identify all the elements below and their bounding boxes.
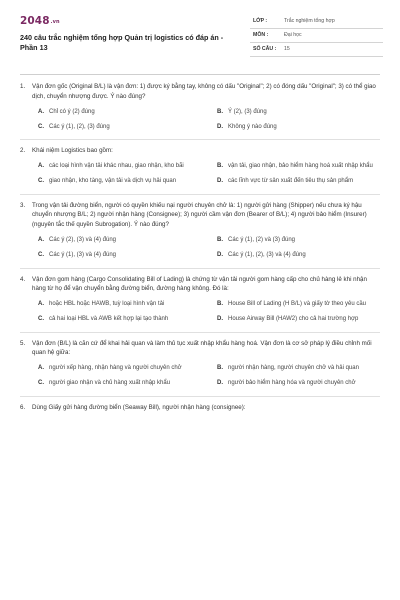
- meta-value: Đại học: [284, 32, 302, 38]
- answer-option[interactable]: [217, 363, 380, 375]
- question-text: Vận đơn gốc (Original B/L) là vận đơn: 1) được ký bằng tay, không có dấu "Original"; 2) có đóng dấu "Original"; 3) có thể giao dịch, chuyển nhượng được. Ý nào đúng?: [32, 83, 376, 100]
- option-label: B.: [217, 163, 223, 170]
- option-text: người xếp hàng, nhận hàng và người chuyên chở: [49, 365, 182, 372]
- option-text: Không ý nào đúng: [228, 123, 277, 130]
- option-text: người bảo hiểm hàng hóa và người chuyên chở: [228, 380, 356, 387]
- answer-options: [20, 363, 380, 390]
- question-number: 1.: [20, 83, 26, 90]
- question-number: 4.: [20, 275, 26, 283]
- meta-row: [250, 15, 383, 29]
- option-label: C.: [38, 251, 44, 258]
- option-text: các lĩnh vực từ sản xuất đến tiêu thụ sản phẩm: [228, 178, 354, 185]
- header-divider: [20, 74, 380, 75]
- option-label: B.: [217, 365, 223, 372]
- question-item: [20, 146, 380, 195]
- option-text: Các ý (1), (2), (3) đúng: [49, 123, 110, 130]
- question-line: [20, 82, 380, 101]
- logo-suffix: .vn: [50, 19, 60, 25]
- question-number: 5.: [20, 339, 26, 347]
- option-label: D.: [217, 380, 223, 387]
- question-item: [20, 403, 380, 419]
- document-title: 240 câu trắc nghiệm tổng hợp Quản trị logistics có đáp án - Phần 13: [20, 33, 224, 52]
- option-text: giao nhận, kho tàng, vận tải và dịch vụ hải quan: [49, 178, 177, 185]
- option-label: D.: [217, 123, 223, 130]
- option-label: A.: [38, 108, 44, 115]
- answer-options: [20, 106, 380, 133]
- meta-value: 15: [284, 46, 290, 52]
- meta-label: SỐ CÂU :: [253, 46, 277, 52]
- answer-option[interactable]: [38, 250, 201, 262]
- option-text: Ý (2), (3) đúng: [228, 108, 267, 115]
- option-label: C.: [38, 316, 44, 323]
- option-label: C.: [38, 123, 44, 130]
- option-label: A.: [38, 163, 44, 170]
- option-label: D.: [217, 251, 223, 258]
- option-label: D.: [217, 316, 223, 323]
- question-list: [20, 82, 380, 425]
- option-text: Các ý (1), (2) và (3) đúng: [228, 236, 296, 243]
- answer-option[interactable]: [217, 106, 380, 118]
- option-label: A.: [38, 365, 44, 372]
- option-text: người giao nhận và chủ hàng xuất nhập khẩu: [49, 380, 171, 387]
- answer-option[interactable]: [217, 161, 380, 173]
- meta-value: Trắc nghiệm tổng hợp: [284, 18, 335, 24]
- answer-option[interactable]: [38, 235, 201, 247]
- question-line: [20, 275, 380, 294]
- option-label: C.: [38, 380, 44, 387]
- question-text: Vận đơn gom hàng (Cargo Consolidating Bill of Lading) là chứng từ vận tải người gom hàng cấp cho chủ hàng lẻ khi nhận hàng từ họ để vận chuyển bằng đường biển, đường hàng không. Đó là:: [32, 275, 367, 293]
- option-text: cả hai loại HBL và AWB kết hợp lại tạo thành: [49, 316, 169, 323]
- answer-option[interactable]: [38, 314, 201, 326]
- question-line: [20, 403, 380, 413]
- question-item: [20, 82, 380, 140]
- question-number: 2.: [20, 147, 26, 155]
- answer-option[interactable]: [217, 378, 380, 390]
- option-text: Các ý (1), (3) và (4) đúng: [49, 251, 117, 258]
- answer-option[interactable]: [38, 176, 201, 188]
- answer-options: [20, 235, 380, 262]
- answer-option[interactable]: [217, 235, 380, 247]
- option-label: B.: [217, 108, 223, 115]
- option-label: B.: [217, 236, 223, 243]
- logo-text: 2048: [20, 15, 50, 27]
- question-item: [20, 339, 380, 397]
- meta-label: LỚP :: [253, 18, 268, 24]
- answer-option[interactable]: [38, 121, 201, 133]
- option-text: người nhận hàng, người chuyên chở và hải quan: [228, 365, 359, 372]
- question-line: [20, 146, 380, 156]
- option-label: A.: [38, 301, 44, 308]
- answer-option[interactable]: [217, 250, 380, 262]
- question-item: [20, 201, 380, 269]
- answer-option[interactable]: [217, 314, 380, 326]
- question-text: Trong vận tải đường biển, người có quyền khiếu nại người chuyên chở là: 1) người gửi hàng (Shipper) nếu chưa ký hậu chuyển nhượng B/L; 2) người nhận hàng (Consignee); 3) người cầm vận đơn (Bearer of B/L); 4) người bảo hiểm (Insurer) (nguyên tắc thế quyền Subrogation). Ý nào đúng?: [32, 201, 367, 228]
- option-label: C.: [38, 178, 44, 185]
- answer-option[interactable]: [217, 176, 380, 188]
- option-text: vận tải, giao nhận, bảo hiểm hàng hoá xuất nhập khẩu: [228, 163, 373, 170]
- option-text: House Bill of Lading (H B/L) và giấy tờ theo yêu cầu: [228, 301, 367, 308]
- question-number: 6.: [20, 403, 26, 411]
- option-label: B.: [217, 301, 223, 308]
- option-text: các loại hình vận tải khác nhau, giao nhận, kho bãi: [49, 163, 184, 170]
- question-item: [20, 275, 380, 333]
- answer-option[interactable]: [38, 299, 201, 311]
- answer-option[interactable]: [38, 378, 201, 390]
- meta-row: [250, 29, 383, 43]
- option-label: A.: [38, 236, 44, 243]
- question-line: [20, 339, 380, 358]
- option-label: D.: [217, 178, 223, 185]
- answer-option[interactable]: [217, 121, 380, 133]
- answer-option[interactable]: [217, 299, 380, 311]
- answer-option[interactable]: [38, 161, 201, 173]
- meta-row: [250, 43, 383, 57]
- answer-options: [20, 161, 380, 188]
- option-text: hoặc HBL hoặc HAWB, tuỳ loại hình vận tải: [49, 301, 165, 308]
- option-text: Chỉ có ý (2) đúng: [49, 108, 95, 115]
- question-text: Dùng Giấy gửi hàng đường biển (Seaway Bill), người nhận hàng (consignee):: [32, 403, 246, 411]
- option-text: Các ý (2), (3) và (4) đúng: [49, 236, 117, 243]
- option-text: Các ý (1), (2), (3) và (4) đúng: [228, 251, 306, 258]
- question-text: Vận đơn (B/L) là căn cứ để khai hải quan và làm thủ tục xuất nhập khẩu hàng hoá. Vận đơn là cơ sở pháp lý điều chỉnh mối quan hệ giữa:: [32, 339, 372, 357]
- answer-option[interactable]: [38, 363, 201, 375]
- question-text: Khái niệm Logistics bao gồm:: [32, 147, 113, 155]
- question-number: 3.: [20, 201, 26, 209]
- site-logo[interactable]: [20, 15, 60, 27]
- answer-options: [20, 299, 380, 326]
- answer-option[interactable]: [38, 106, 201, 118]
- question-line: [20, 201, 380, 230]
- option-text: House Airway Bill (HAW2) cho cả hai trường hợp: [228, 316, 359, 323]
- meta-label: MÔN :: [253, 32, 269, 38]
